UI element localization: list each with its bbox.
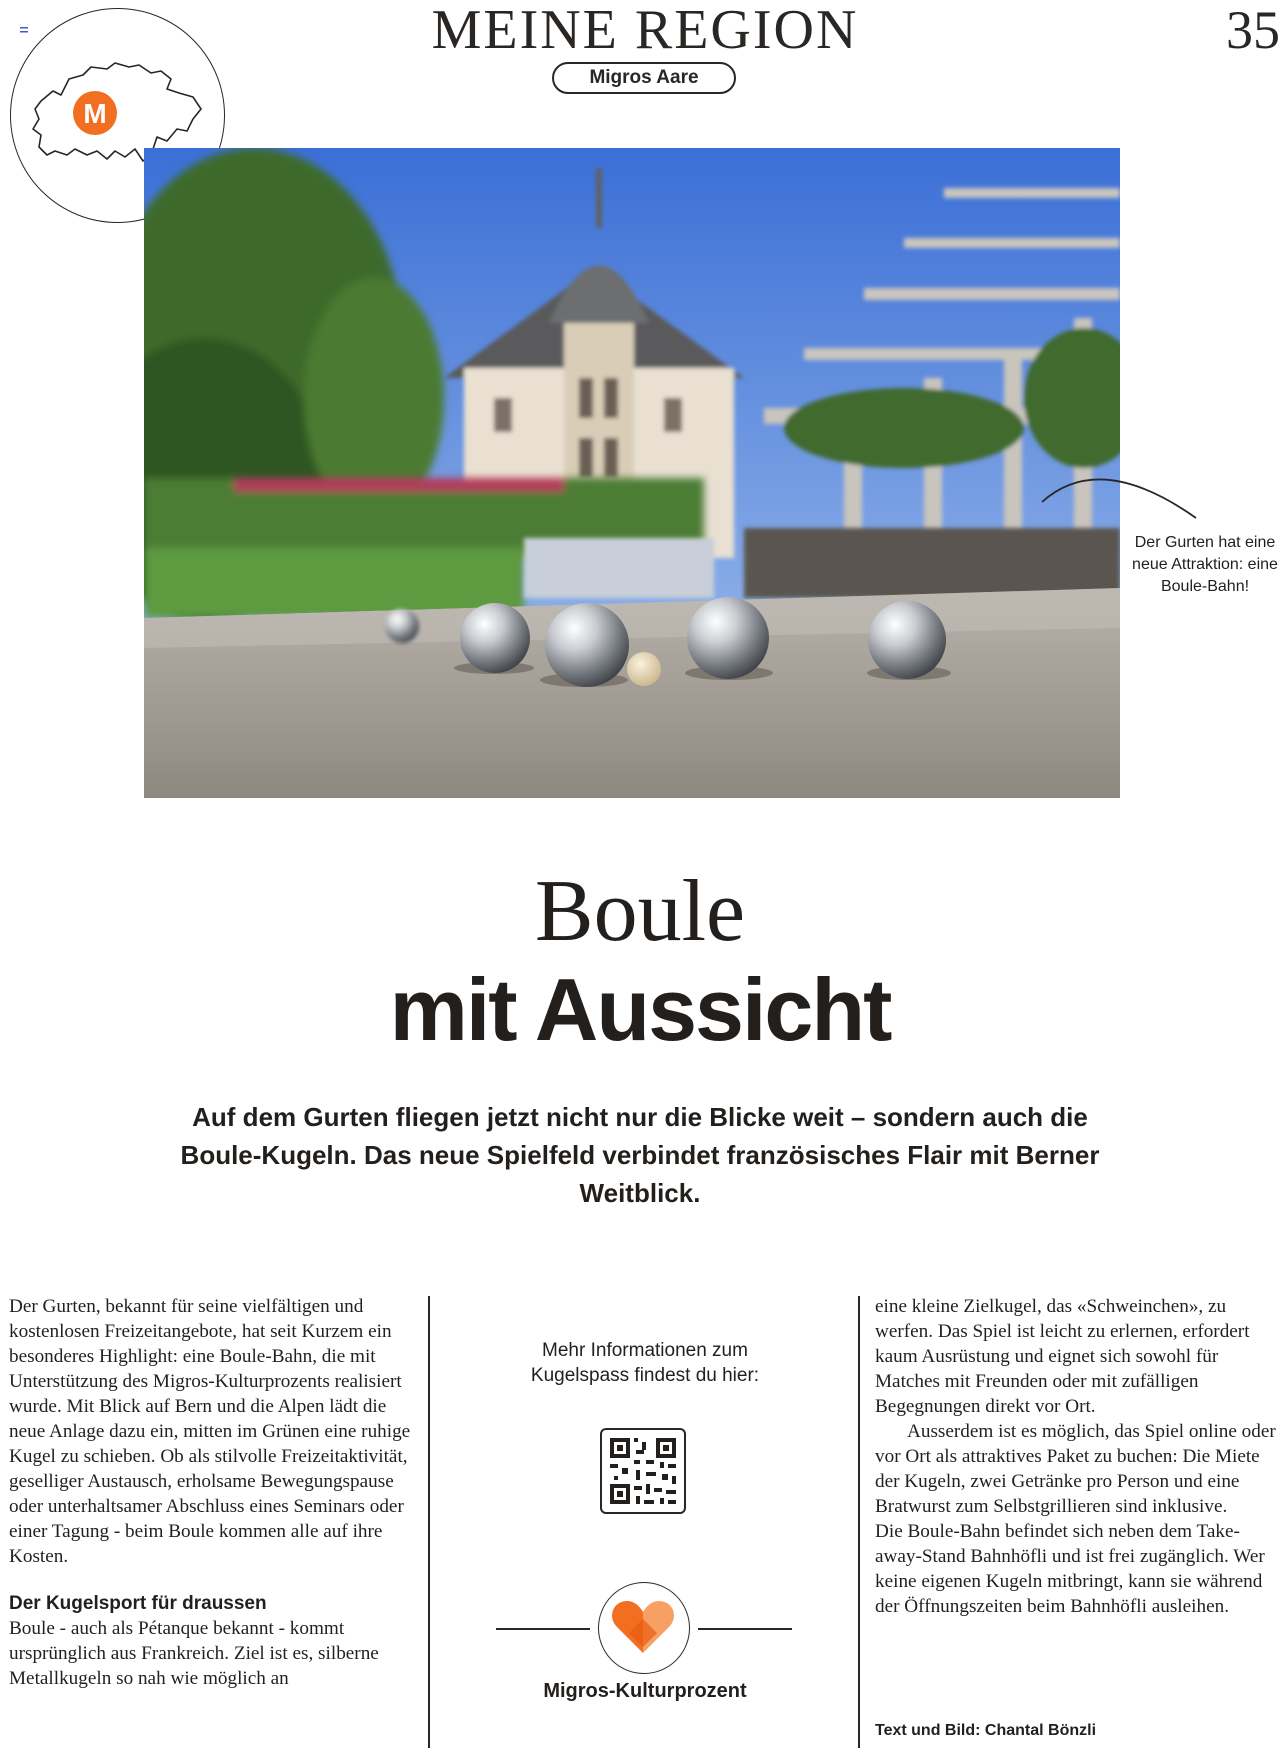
article-paragraph: eine kleine Zielkugel, das «Schweinchen», zu werfen. Das Spiel ist leicht zu erlernen, erfordert kaum Ausrüstung und eignet sich sowohl für Matches mit Freunden oder mit zufälligen Begegnungen direkt vor Ort. <box>875 1296 1250 1417</box>
photo-caption: Der Gurten hat eine neue Attraktion: eine Boule-Bahn! <box>1132 534 1278 595</box>
headline-line-2: mit Aussicht <box>389 960 891 1059</box>
section-title: MEINE REGION <box>431 0 859 61</box>
more-info-text: Mehr Informationen zum Kugelspass findest du hier: <box>530 1340 760 1386</box>
headline-line-1: Boule <box>534 863 746 960</box>
article-paragraph: Die Boule-Bahn befindet sich neben dem Take-away-Stand Bahnhöfli und ist frei zugänglich. Wer keine eigenen Kugeln mitbringt, kann sie während der Öffnungszeiten beim Bahnhöfli ausleihen. <box>875 1521 1265 1617</box>
article-paragraph: Ausserdem ist es möglich, das Spiel online oder vor Ort als attraktives Paket zu buchen: Die Miete der Kugeln, zwei Getränke pro Person und eine Bratwurst zum Selbstgrillieren sind inklusive. <box>875 1421 1276 1517</box>
divider-line <box>698 1628 792 1630</box>
divider-line <box>496 1628 590 1630</box>
author-credit: Text und Bild: Chantal Bönzli <box>875 1722 1097 1739</box>
logo-letter: M <box>83 98 107 129</box>
heart-icon <box>599 1583 688 1672</box>
column-divider <box>858 1296 860 1748</box>
kulturprozent-label: Migros-Kulturprozent <box>543 1680 747 1702</box>
article-paragraph: Boule - auch als Pétanque bekannt - kommt ursprünglich aus Frankreich. Ziel ist es, silberne Metallkugeln so nah wie möglich an <box>9 1618 379 1689</box>
article-column-right <box>875 1294 1280 1619</box>
qr-code-icon[interactable] <box>600 1428 686 1514</box>
page-number: 35 <box>1226 0 1280 60</box>
kulturprozent-logo <box>598 1582 690 1674</box>
region-badge: Migros Aare <box>552 62 736 94</box>
article-subhead: Der Kugelsport für draussen <box>9 1593 267 1614</box>
lead-paragraph: Auf dem Gurten fliegen jetzt nicht nur die Blicke weit – sondern auch die Boule-Kugeln. Das neue Spielfeld verbindet französisches Flair mit Berner Weitblick. <box>180 1102 1100 1208</box>
hero-photo <box>144 148 1120 798</box>
article-column-left <box>9 1294 419 1691</box>
menu-icon <box>20 20 30 26</box>
caption-arrow-icon <box>1040 460 1210 530</box>
article-paragraph: Der Gurten, bekannt für seine vielfältigen und kostenlosen Freizeitangebote, hat seit Kurzem ein besonderes Highlight: eine Boule-Bahn, die mit Unterstützung des Migros-Kulturprozents realisiert wurde. Mit Blick auf Bern und die Alpen lädt die neue Anlage dazu ein, mitten im Grünen eine ruhige Kugel zu schieben. Ob als stilvolle Freizeitaktivität, geselliger Austausch, erholsame Bewegungspause oder unterhaltsamer Abschluss eines Seminars oder einer Tagung - beim Boule kommen alle auf ihre Kosten. <box>9 1296 411 1567</box>
column-divider <box>428 1296 430 1748</box>
